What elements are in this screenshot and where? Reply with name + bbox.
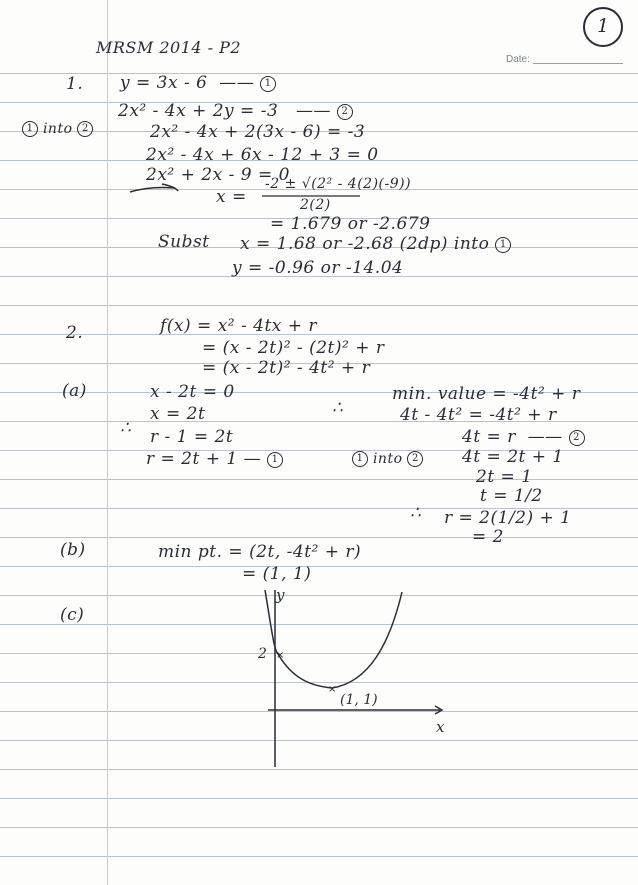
q1-eq2: 2x² - 4x + 2y = -3 —— 2	[118, 101, 353, 121]
x-axis-label: x	[436, 718, 445, 736]
q2-a-right-8: = 2	[472, 527, 504, 547]
q2-number: 2.	[66, 323, 84, 343]
y-axis-label: y	[276, 586, 285, 604]
eq-tag: 2	[337, 104, 353, 120]
y-intercept-label: 2	[258, 646, 267, 662]
page-title: MRSM 2014 - P2	[96, 38, 242, 57]
therefore-symbol: ∴	[332, 398, 344, 418]
q2-part-c-label: (c)	[60, 605, 85, 625]
intercept-mark: ×	[276, 650, 285, 661]
q1-substitution-note: 1 into 2	[22, 121, 93, 137]
q2-a-right-3: 4t = r —— 2	[462, 427, 585, 447]
q2-a-substitution-note: 1 into 2	[352, 451, 423, 467]
q2-a-left-4: r = 2t + 1 — 1	[146, 449, 283, 469]
q2-complete-square-2: = (x - 2t)² - 4t² + r	[202, 358, 371, 378]
q2-a-right-7: r = 2(1/2) + 1	[444, 508, 572, 528]
q1-number: 1.	[66, 74, 84, 94]
q1-eq1: y = 3x - 6 —— 1	[120, 73, 276, 93]
minimum-mark: ×	[328, 684, 337, 695]
q2-function: f(x) = x² - 4tx + r	[160, 316, 318, 336]
q2-part-a-label: (a)	[62, 381, 87, 401]
date-label: Date:	[506, 54, 530, 65]
q1-roots: = 1.679 or -2.679	[270, 214, 431, 234]
q1-formula-denominator: 2(2)	[300, 197, 331, 213]
q1-y-values: y = -0.96 or -14.04	[232, 258, 404, 278]
q2-a-right-2: 4t - 4t² = -4t² + r	[400, 405, 557, 425]
q1-subst-x: x = 1.68 or -2.68 (2dp) into 1	[240, 234, 511, 254]
q2-b-line-2: = (1, 1)	[242, 564, 312, 584]
q1-working-line-b: 2x² - 4x + 6x - 12 + 3 = 0	[146, 145, 379, 165]
q2-a-right-4: 4t = 2t + 1	[462, 447, 564, 467]
q2-complete-square-1: = (x - 2t)² - (2t)² + r	[202, 338, 385, 358]
eq-tag: 1	[260, 76, 276, 92]
q1-subst-word: Subst	[158, 232, 210, 252]
q2-b-line-1: min pt. = (2t, -4t² + r)	[158, 542, 362, 562]
q2-a-right-5: 2t = 1	[476, 467, 533, 487]
page-number: 1	[596, 15, 610, 37]
therefore-symbol: ∴	[120, 418, 132, 438]
q1-formula-lhs: x =	[216, 187, 247, 207]
q2-a-left-1: x - 2t = 0	[150, 382, 235, 402]
therefore-symbol: ∴	[410, 503, 422, 523]
q2-a-left-3: r - 1 = 2t	[150, 427, 234, 447]
q2-a-right-6: t = 1/2	[480, 486, 543, 506]
q2-part-b-label: (b)	[60, 540, 86, 560]
q2-a-right-1: min. value = -4t² + r	[392, 384, 581, 404]
q1-working-line-c: 2x² + 2x - 9 = 0	[146, 165, 290, 185]
minimum-point-label: (1, 1)	[340, 692, 378, 708]
q1-working-line-a: 2x² - 4x + 2(3x - 6) = -3	[150, 122, 366, 142]
q2-a-left-2: x = 2t	[150, 404, 206, 424]
parabola-curve	[265, 590, 402, 688]
q1-formula-numerator: -2 ± √(2² - 4(2)(-9))	[265, 176, 412, 192]
quadratic-sketch	[240, 582, 450, 772]
